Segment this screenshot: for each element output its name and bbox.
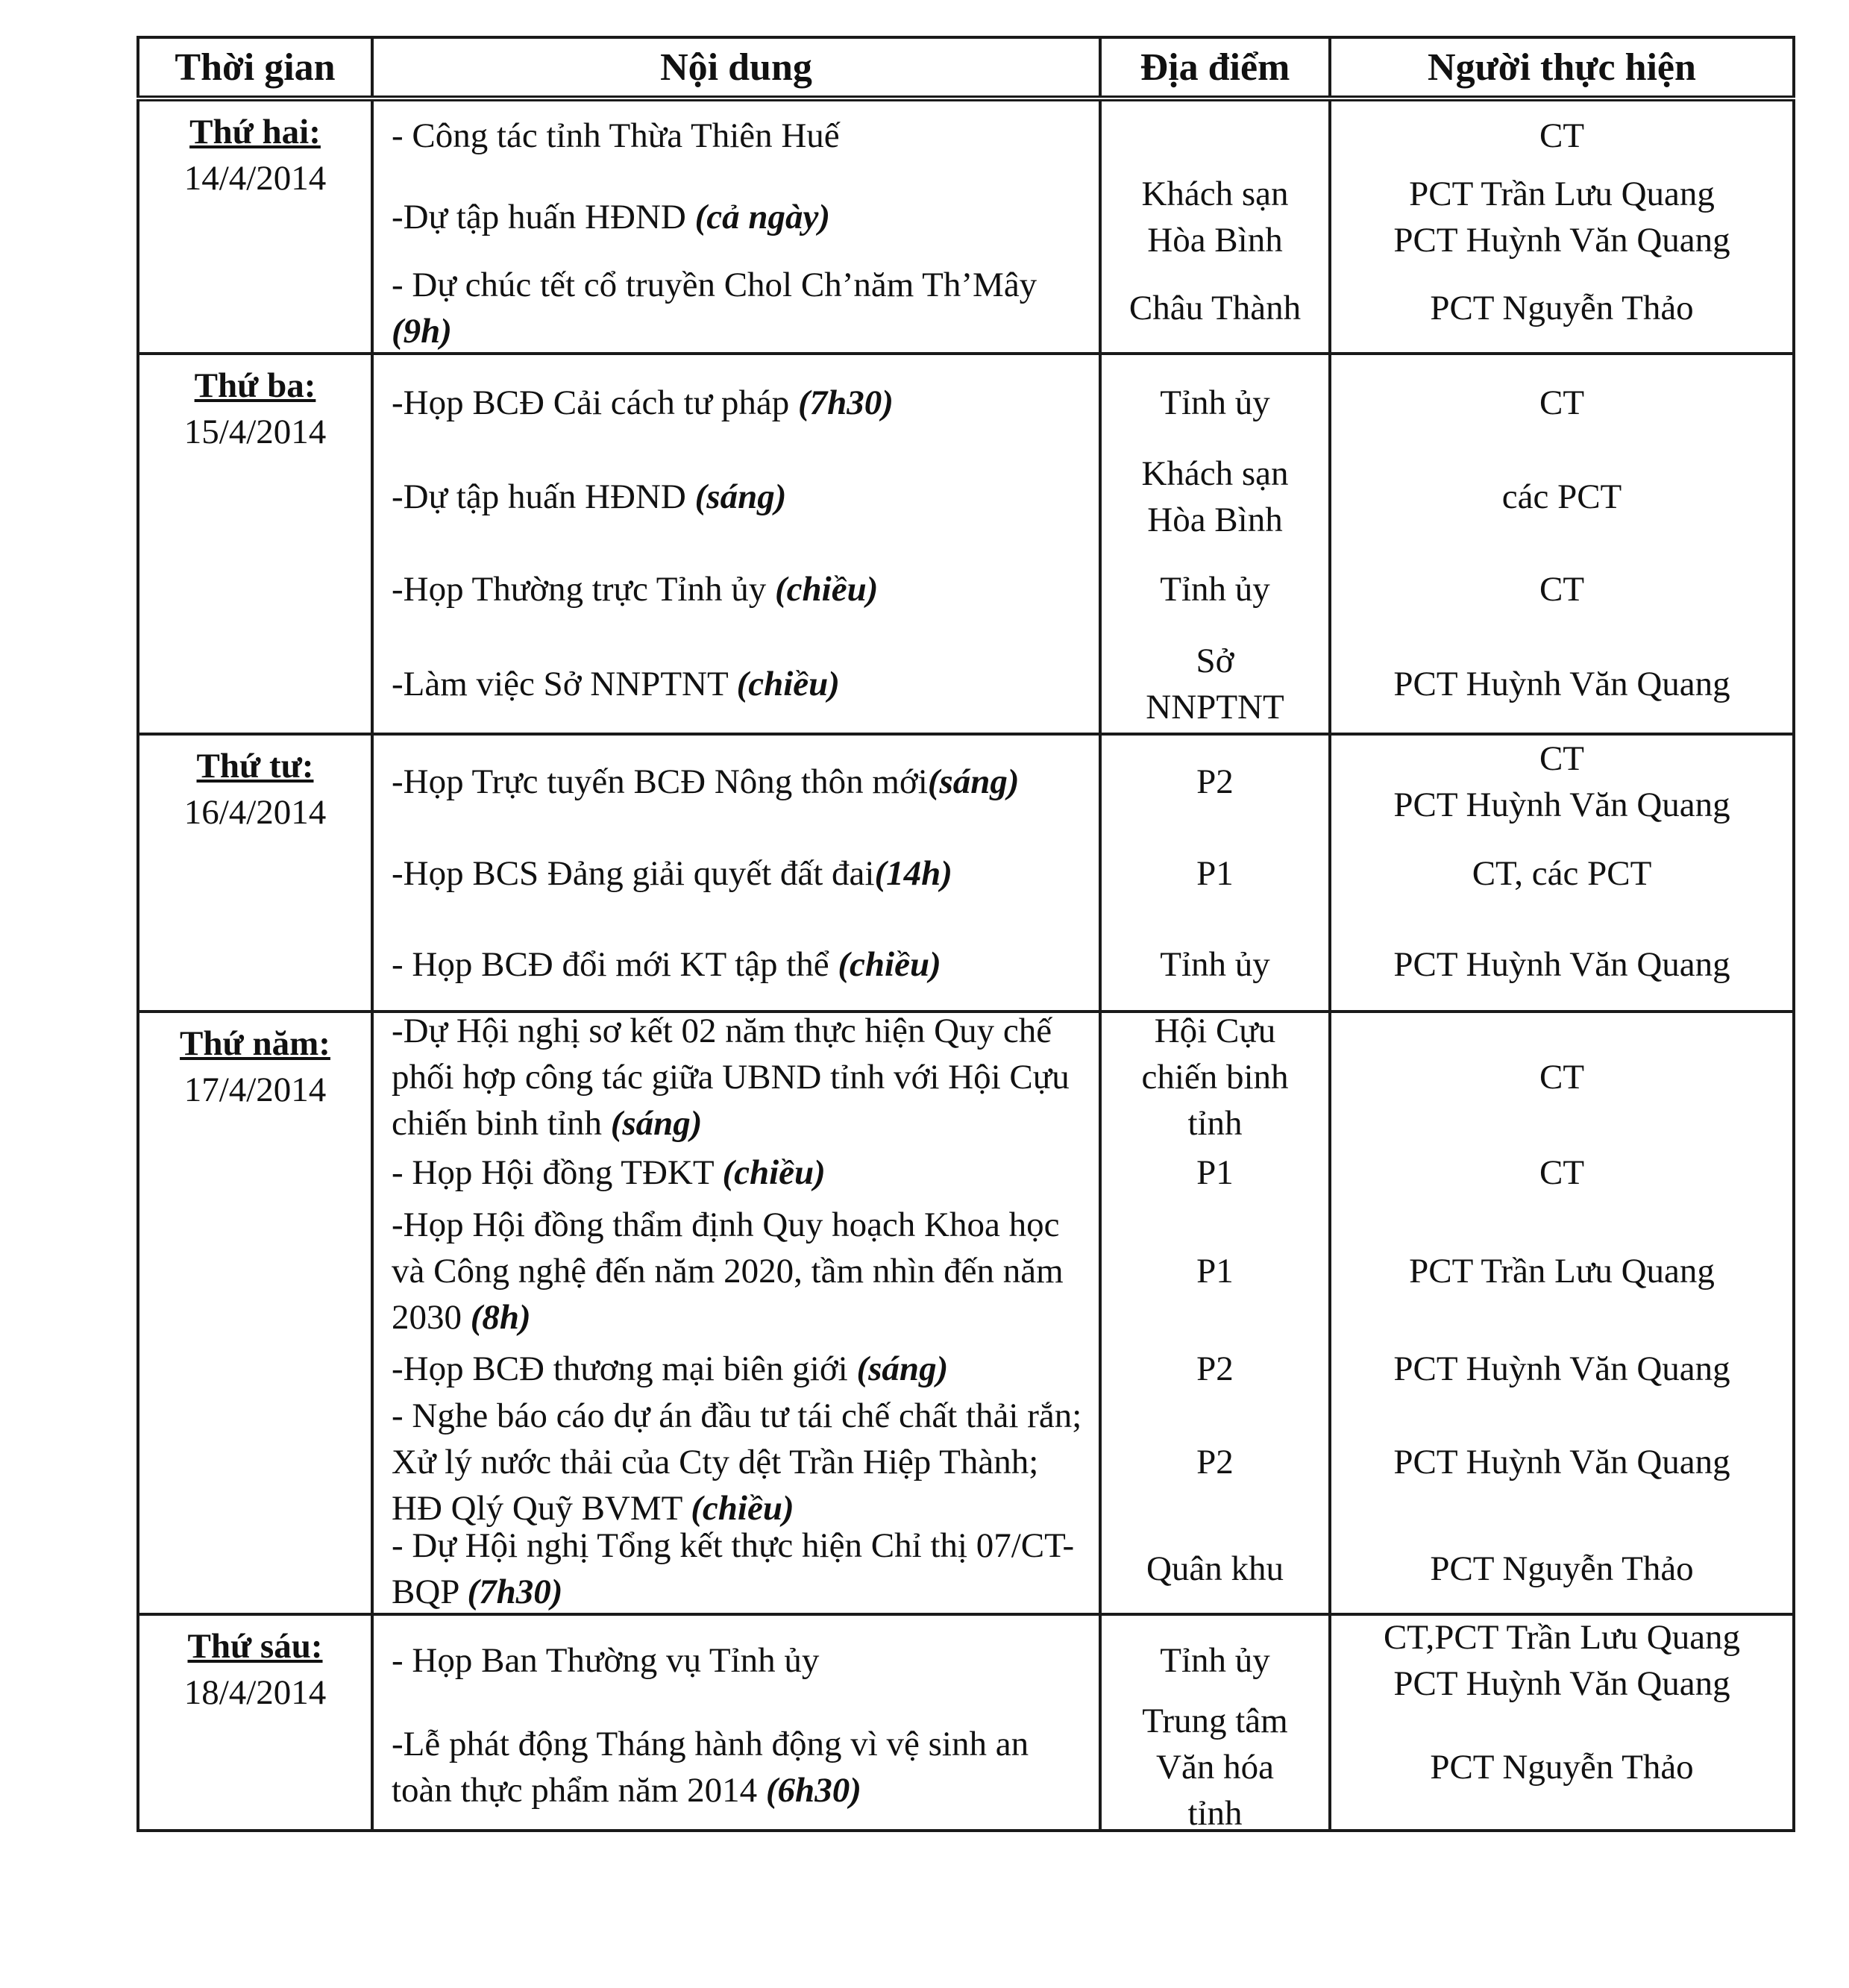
activity-place: P1	[1196, 854, 1234, 893]
day-name: Thứ hai:	[189, 113, 321, 151]
people-cell	[1330, 734, 1794, 1012]
day-cell	[138, 98, 372, 354]
place-cell	[1100, 98, 1330, 354]
activity-text-wrap	[392, 113, 840, 159]
activity-people: CT	[1539, 383, 1585, 422]
activity-item	[374, 1616, 1099, 1705]
activity-text-wrap	[392, 262, 1084, 354]
activity-place	[1102, 101, 1328, 170]
activity-text-wrap	[392, 850, 952, 897]
activity-item	[374, 543, 1099, 636]
content-cell	[372, 98, 1100, 354]
activity-time-note: (14h)	[874, 854, 952, 893]
activity-time-note: (7h30)	[797, 383, 894, 422]
activity-text: -Họp Hội đồng thẩm định Quy hoạch Khoa học và Công nghệ đến năm 2020, tầm nhìn đến năm 2030	[392, 1205, 1064, 1337]
activity-text-wrap	[392, 1008, 1084, 1147]
schedule-table	[136, 36, 1795, 1832]
activity-text: - Công tác tỉnh Thừa Thiên Huế	[392, 116, 840, 155]
activity-text: - Dự chúc tết cổ truyền Chol Ch’năm Th’Mây	[392, 266, 1037, 304]
people-cell	[1330, 1614, 1794, 1831]
day-row	[138, 1614, 1794, 1831]
activity-text-wrap	[392, 1346, 948, 1392]
activity-time-note: (sáng)	[927, 762, 1020, 801]
activity-people: PCT Huỳnh Văn Quang	[1393, 1349, 1730, 1388]
day-row	[138, 354, 1794, 734]
activity-text: -Họp Trực tuyến BCĐ Nông thôn mới	[392, 762, 928, 801]
activity-people: CT	[1539, 116, 1585, 155]
activity-text: -Họp BCĐ thương mại biên giới	[392, 1349, 857, 1388]
header-time: Thời gian	[138, 37, 372, 98]
day-name: Thứ ba:	[194, 366, 316, 405]
activity-text-wrap	[392, 1150, 826, 1196]
day-date: 15/4/2014	[183, 413, 327, 451]
activity-item	[374, 1013, 1099, 1141]
activity-time-note: (chiều)	[691, 1489, 794, 1528]
activity-people: PCT Nguyễn Thảo	[1430, 289, 1694, 327]
activity-people: PCT Nguyễn Thảo	[1430, 1748, 1694, 1787]
activity-text-wrap	[392, 1523, 1084, 1615]
activity-time-note: (chiều)	[838, 945, 941, 984]
activity-text: -Làm việc Sở NNPTNT	[392, 665, 737, 703]
activity-text-wrap	[392, 1393, 1084, 1531]
activity-item	[374, 828, 1099, 919]
activity-item	[374, 1525, 1099, 1613]
header-row	[138, 37, 1794, 98]
activity-text: - Nghe báo cáo dự án đầu tư tái chế chất thải rắn; Xử lý nước thải của Cty dệt Trần Hiệp Thành; HĐ Qlý Quỹ BVMT	[392, 1396, 1082, 1528]
activity-people: CT, các PCT	[1472, 854, 1652, 893]
activity-people: CT	[1539, 1153, 1585, 1192]
activity-place: P2	[1196, 1349, 1234, 1388]
activity-item	[374, 636, 1099, 733]
activity-people: PCT Trần Lưu Quang PCT Huỳnh Văn Quang	[1393, 175, 1730, 260]
day-row	[138, 734, 1794, 1012]
activity-people: PCT Huỳnh Văn Quang	[1393, 1443, 1730, 1481]
activity-people: PCT Huỳnh Văn Quang	[1393, 945, 1730, 984]
activity-text: -Họp BCĐ Cải cách tư pháp	[392, 383, 798, 422]
activity-place: Tỉnh ủy	[1160, 1641, 1270, 1680]
content-cell	[372, 1012, 1100, 1614]
activity-text-wrap	[392, 941, 941, 988]
activity-place: Sở NNPTNT	[1146, 642, 1284, 727]
activity-place: Quân khu	[1146, 1549, 1284, 1588]
activity-place: P1	[1196, 1252, 1234, 1291]
people-cell	[1330, 98, 1794, 354]
activity-item	[374, 355, 1099, 451]
activity-place: Tỉnh ủy	[1160, 570, 1270, 609]
activity-people: CT PCT Huỳnh Văn Quang	[1393, 739, 1730, 824]
place-cell	[1100, 1614, 1330, 1831]
activity-time-note: (9h)	[392, 312, 452, 351]
activity-people: PCT Trần Lưu Quang	[1409, 1252, 1715, 1291]
activity-time-note: (sáng)	[694, 477, 787, 516]
day-date: 14/4/2014	[183, 159, 327, 198]
people-cell	[1330, 354, 1794, 734]
activity-place: P1	[1196, 1153, 1234, 1192]
activity-people: CT	[1539, 570, 1585, 609]
activity-text-wrap	[392, 194, 830, 240]
activity-place: Tỉnh ủy	[1160, 383, 1270, 422]
content-cell	[372, 734, 1100, 1012]
activity-text: -Lễ phát động Tháng hành động vì vệ sinh an toàn thực phẩm năm 2014	[392, 1725, 1029, 1810]
day-cell	[138, 734, 372, 1012]
activity-text: - Họp BCĐ đổi mới KT tập thể	[392, 945, 838, 984]
activity-item	[374, 101, 1099, 170]
activity-time-note: (cả ngày)	[694, 198, 831, 236]
activity-item	[374, 1338, 1099, 1399]
header-place: Địa điểm	[1100, 37, 1330, 98]
day-name: Thứ sáu:	[187, 1627, 323, 1666]
activity-text-wrap	[392, 1721, 1084, 1813]
activity-text-wrap	[392, 1637, 819, 1684]
activity-text-wrap	[392, 661, 840, 707]
content-cell	[372, 1614, 1100, 1831]
activity-text: -Dự tập huấn HĐND	[392, 477, 695, 516]
header-content: Nội dung	[372, 37, 1100, 98]
activity-item	[374, 264, 1099, 352]
activity-time-note: (chiều)	[736, 665, 840, 703]
activity-text-wrap	[392, 566, 878, 612]
activity-text: - Dự Hội nghị Tổng kết thực hiện Chỉ thị 07/CT-BQP	[392, 1526, 1075, 1611]
activity-place: Trung tâm Văn hóa tỉnh	[1142, 1702, 1288, 1833]
people-cell	[1330, 1012, 1794, 1614]
activity-text-wrap	[392, 759, 1020, 805]
place-cell	[1100, 734, 1330, 1012]
day-date: 18/4/2014	[183, 1673, 327, 1712]
header-people: Người thực hiện	[1330, 37, 1794, 98]
activity-text: -Họp Thường trực Tỉnh ủy	[392, 570, 775, 609]
activity-text: -Dự Hội nghị sơ kết 02 năm thực hiện Quy chế phối hợp công tác giữa UBND tỉnh với Hội Cựu chiến binh tỉnh	[392, 1012, 1070, 1143]
activity-item	[374, 170, 1099, 264]
activity-people: PCT Nguyễn Thảo	[1430, 1549, 1694, 1588]
activity-text: -Dự tập huấn HĐND	[392, 198, 695, 236]
day-date: 16/4/2014	[183, 793, 327, 832]
activity-place: P2	[1196, 1443, 1234, 1481]
activity-item	[374, 1204, 1099, 1338]
place-cell	[1100, 354, 1330, 734]
activity-place: Khách sạn Hòa Bình	[1141, 454, 1289, 539]
content-cell	[372, 354, 1100, 734]
activity-place: Hội Cựu chiến binh tỉnh	[1141, 1012, 1289, 1143]
activity-people: các PCT	[1501, 477, 1622, 516]
activity-time-note: (7h30)	[467, 1572, 563, 1611]
activity-time-note: (8h)	[470, 1298, 531, 1337]
activity-text-wrap	[392, 474, 786, 520]
day-date: 17/4/2014	[183, 1070, 327, 1109]
activity-item	[374, 736, 1099, 828]
activity-text: - Họp Hội đồng TĐKT	[392, 1153, 723, 1192]
day-name: Thứ tư:	[196, 747, 314, 786]
activity-text-wrap	[392, 380, 894, 426]
activity-time-note: (sáng)	[610, 1104, 703, 1143]
activity-text: - Họp Ban Thường vụ Tỉnh ủy	[392, 1641, 820, 1680]
activity-people: CT,PCT Trần Lưu Quang PCT Huỳnh Văn Quang	[1383, 1618, 1741, 1703]
activity-time-note: (chiều)	[775, 570, 879, 609]
activity-time-note: (chiều)	[722, 1153, 826, 1192]
activity-people: PCT Huỳnh Văn Quang	[1393, 665, 1730, 703]
day-cell	[138, 354, 372, 734]
activity-item	[374, 919, 1099, 1010]
day-cell	[138, 1012, 372, 1614]
activity-place: P2	[1196, 762, 1234, 801]
day-name: Thứ năm:	[180, 1024, 330, 1063]
place-cell	[1100, 1012, 1330, 1614]
activity-time-note: (sáng)	[856, 1349, 949, 1388]
activity-text-wrap	[392, 1202, 1084, 1341]
activity-place: Khách sạn Hòa Bình	[1141, 175, 1289, 260]
day-cell	[138, 1614, 372, 1831]
day-row	[138, 98, 1794, 354]
activity-place: Châu Thành	[1128, 289, 1302, 327]
schedule-sheet	[136, 36, 1792, 1832]
activity-people: CT	[1539, 1058, 1585, 1097]
activity-text: -Họp BCS Đảng giải quyết đất đai	[392, 854, 875, 893]
day-row	[138, 1012, 1794, 1614]
activity-time-note: (6h30)	[765, 1771, 861, 1810]
activity-item	[374, 451, 1099, 543]
activity-item	[374, 1705, 1099, 1829]
activity-item	[374, 1396, 1099, 1528]
activity-place: Tỉnh ủy	[1160, 945, 1270, 984]
schedule-body	[138, 98, 1794, 1831]
activity-item	[374, 1141, 1099, 1204]
